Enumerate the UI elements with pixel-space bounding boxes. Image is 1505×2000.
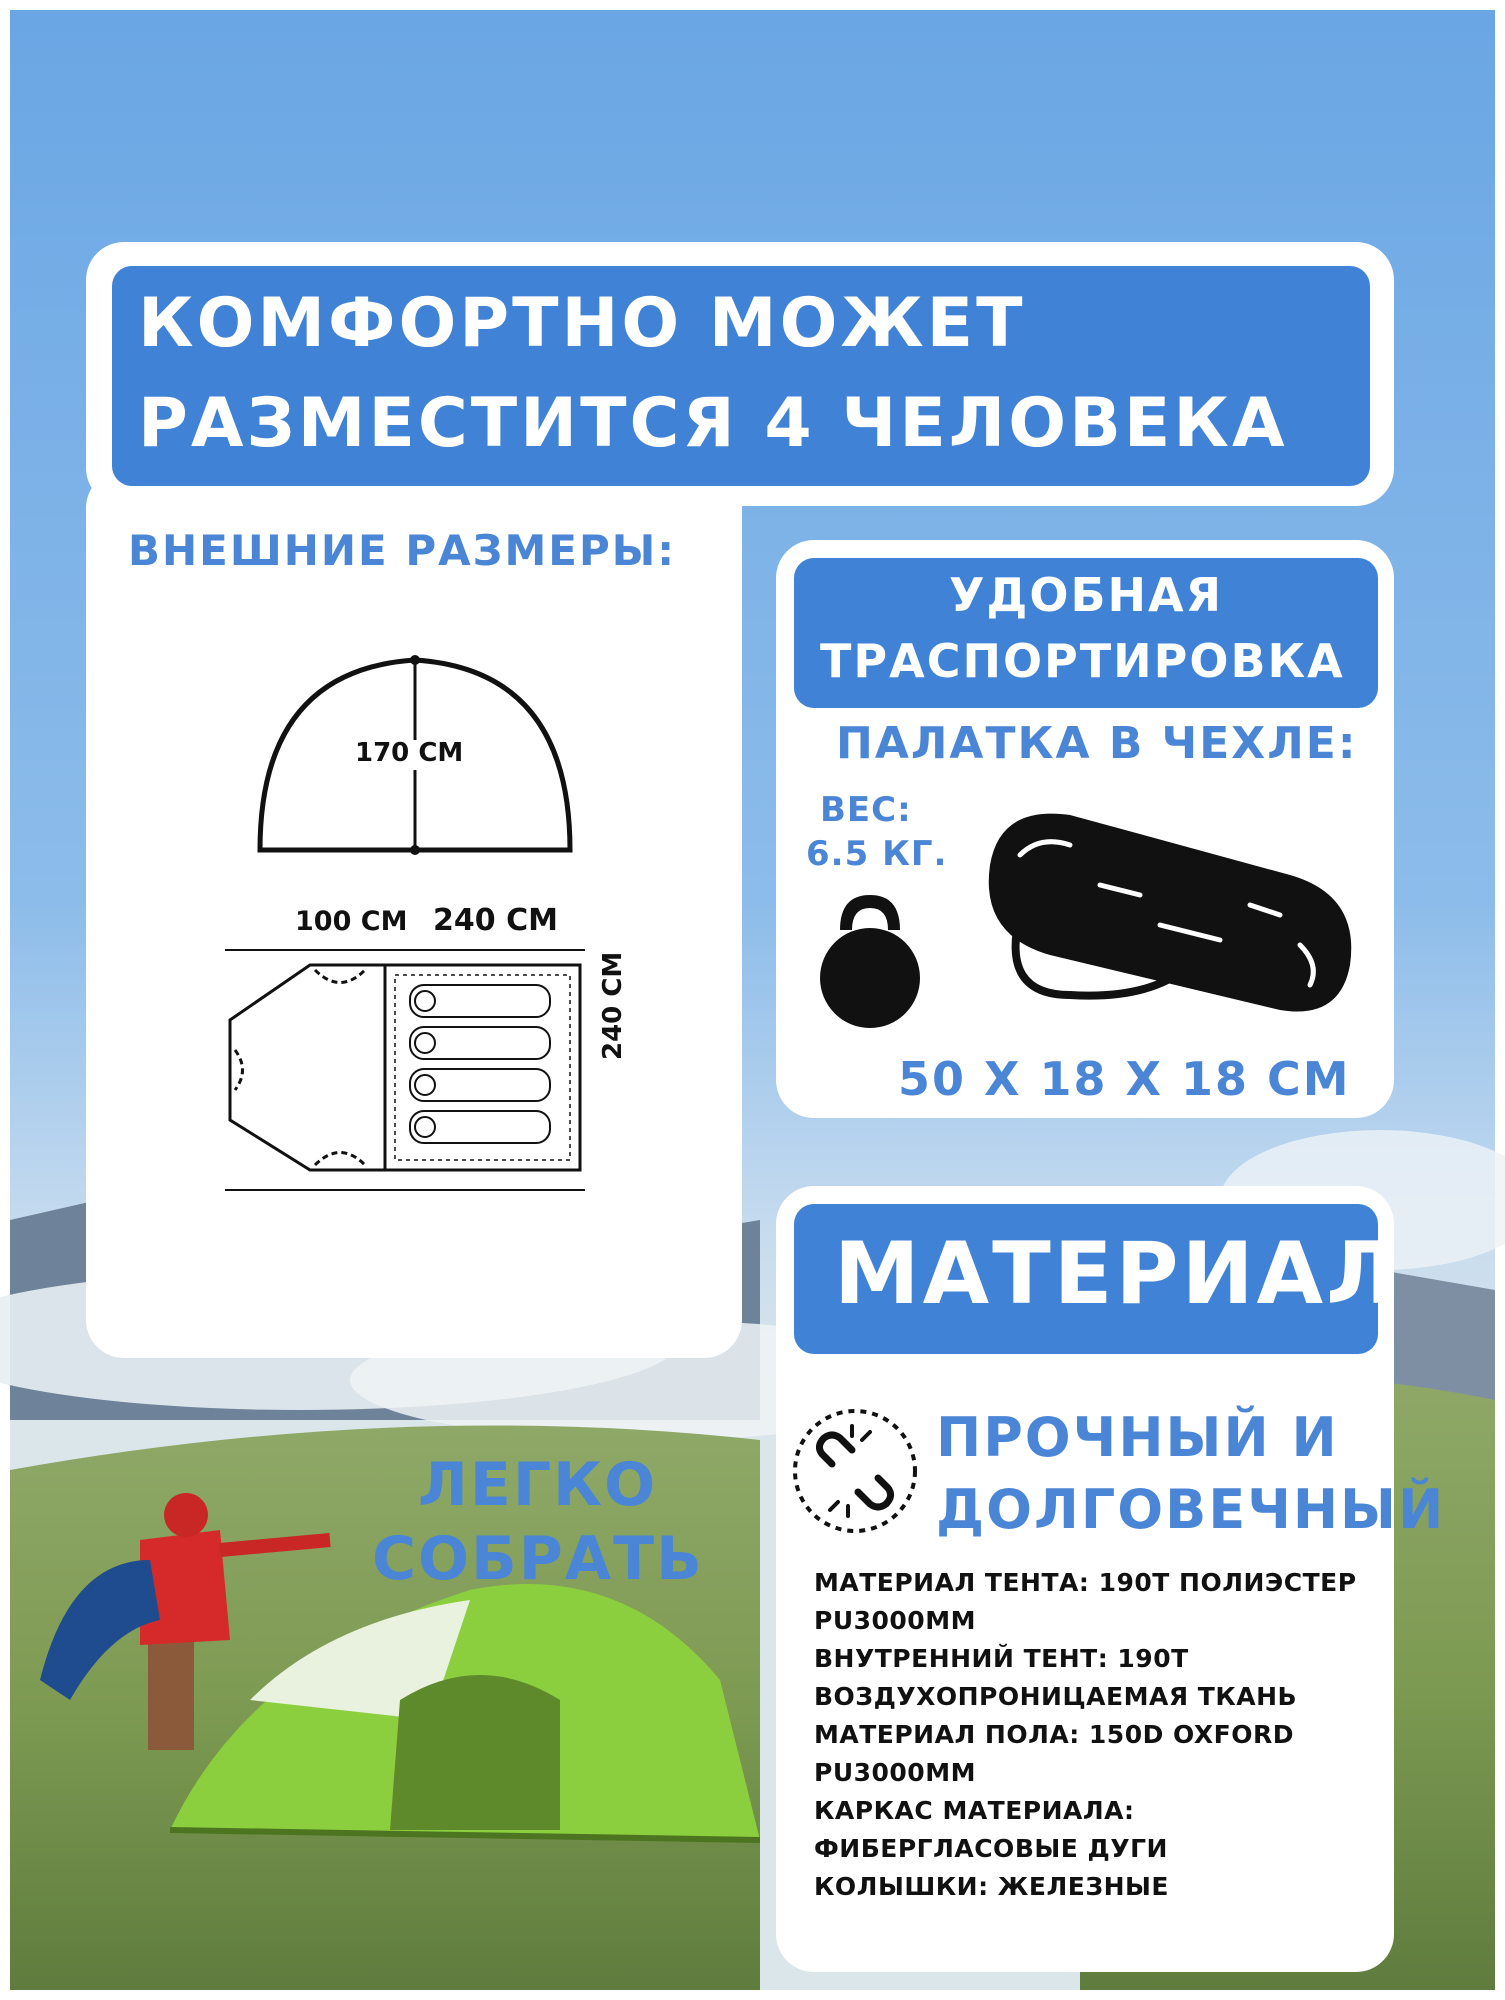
spec-line: ФИБЕРГЛАСОВЫЕ ДУГИ bbox=[814, 1834, 1168, 1863]
weight-label: ВЕС: bbox=[820, 790, 912, 830]
kettlebell-icon bbox=[810, 890, 930, 1030]
carry-bag-icon bbox=[960, 795, 1380, 1025]
feature-line-2: ДОЛГОВЕЧНЫЙ bbox=[936, 1478, 1446, 1541]
transport-title-line-1: УДОБНАЯ bbox=[948, 568, 1224, 622]
transport-title-line-2: ТРАСПОРТИРОВКА bbox=[820, 634, 1345, 688]
headline-line-2: РАЗМЕСТИТСЯ 4 ЧЕЛОВЕКА bbox=[138, 384, 1288, 463]
material-title: МАТЕРИАЛ bbox=[834, 1224, 1401, 1324]
feature-line-1: ПРОЧНЫЙ И bbox=[936, 1406, 1339, 1469]
tent-floor-plan-diagram bbox=[220, 940, 600, 1200]
spec-line: МАТЕРИАЛ ПОЛА: 150D OXFORD bbox=[814, 1720, 1295, 1749]
spec-line: ВНУТРЕННИЙ ТЕНТ: 190T bbox=[814, 1644, 1189, 1673]
transport-subtitle: ПАЛАТКА В ЧЕХЛЕ: bbox=[836, 718, 1358, 769]
chain-link-icon bbox=[790, 1406, 920, 1536]
weight-value: 6.5 КГ. bbox=[806, 834, 948, 874]
spec-line: PU3000MM bbox=[814, 1758, 976, 1787]
headline-line-1: КОМФОРТНО МОЖЕТ bbox=[138, 284, 1026, 363]
dimensions-title: ВНЕШНИЕ РАЗМЕРЫ: bbox=[128, 526, 677, 575]
assembly-line-2: СОБРАТЬ bbox=[372, 1524, 704, 1594]
spec-line: ВОЗДУХОПРОНИЦАЕМАЯ ТКАНЬ bbox=[814, 1682, 1298, 1711]
height-label: 170 CM bbox=[355, 738, 464, 768]
spec-line: КАРКАС МАТЕРИАЛА: bbox=[814, 1796, 1135, 1825]
spec-line: КОЛЫШКИ: ЖЕЛЕЗНЫЕ bbox=[814, 1872, 1169, 1901]
length-label: 240 CM bbox=[433, 903, 558, 938]
assembly-line-1: ЛЕГКО bbox=[418, 1450, 658, 1520]
width-label: 240 CM bbox=[598, 951, 628, 1060]
vestibule-label: 100 CM bbox=[295, 906, 408, 937]
spec-line: PU3000MM bbox=[814, 1606, 976, 1635]
spec-line: МАТЕРИАЛ ТЕНТА: 190Т ПОЛИЭСТЕР bbox=[814, 1568, 1357, 1597]
bag-size: 50 Х 18 Х 18 СМ bbox=[898, 1052, 1351, 1106]
